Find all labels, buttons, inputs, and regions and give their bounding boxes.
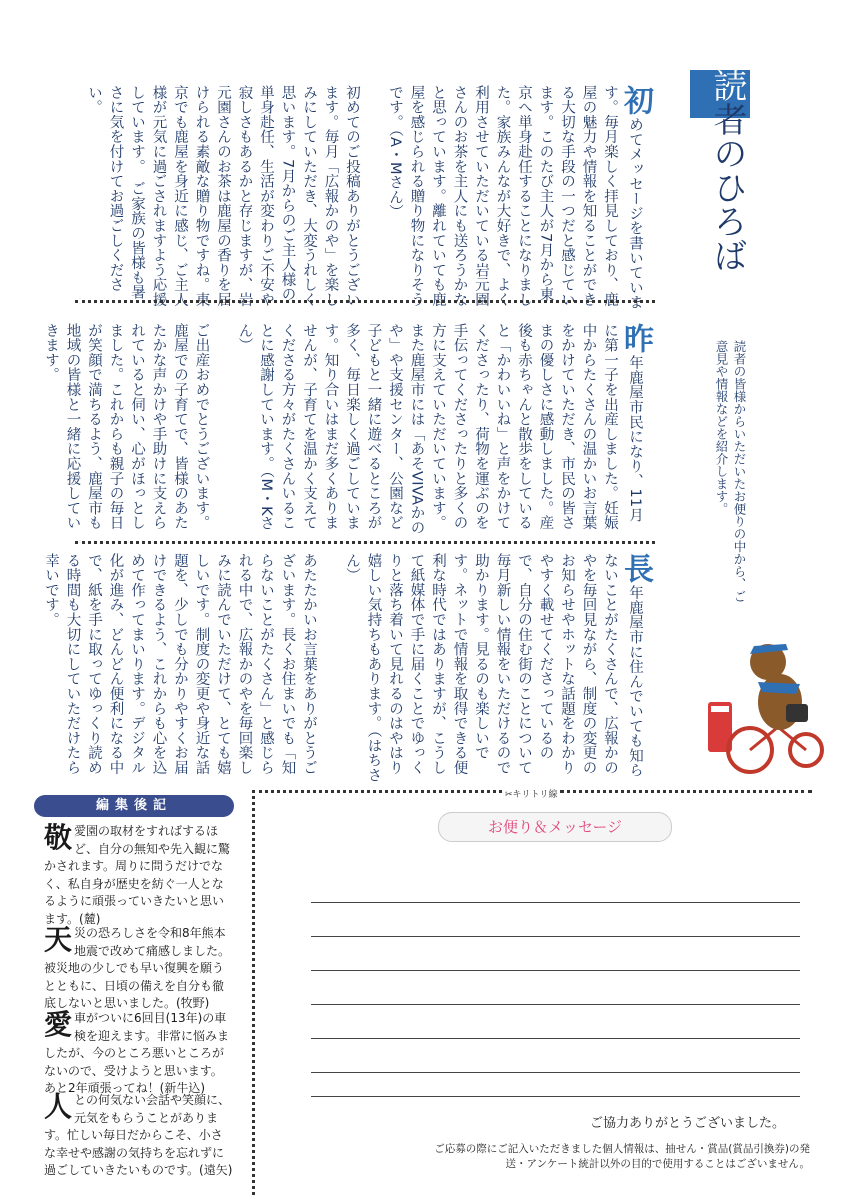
page-title: 読者のひろば: [707, 68, 747, 272]
message-form-title: お便り＆メッセージ: [438, 812, 672, 842]
letter-reply: 初めてのご投稿ありがとうございます。毎月「広報かのや」を楽しみにしていただき、大変うれしく思います。7月からのご主人様の単身赴任、生活が変わりご不安や寂しさもあるかと存じますが、岩元園さんのお茶は鹿屋の香りを届けられる素敵な贈り物ですね。東京でも鹿屋を身近に感じ、ご主人様が元気に過ごされますよう応援しています。 ご家族の皆様も暑さに気を付けてお過ごしください。: [86, 85, 360, 307]
letter-initial: 長: [618, 553, 653, 584]
divider: [75, 541, 655, 544]
letter-reply: あたたかいお言葉をありがとうございます。長くお住まいでも「知らないことがたくさん」と感じられる中で、広報かのやを毎回楽しみに読んでいただけて、とても嬉しいです。制度の変更や身近な話題を、少しでも分かりやすくお届けできるよう、これからも心を込めて作ってまいります。デジタル化が進み、どんどん便利になる中で、紙を手に取ってゆっくり読める時間も大切にしていただけたら幸いです。: [43, 553, 317, 775]
write-line[interactable]: [311, 902, 800, 903]
letter-body: 年鹿屋市に住んでいても知らないことがたくさんで、広報かのやを毎回見ながら、制度の変更のお知らせやホットな話題をわかりやすく載せてくださっているので、自分の住む街のことについて毎月新しい情報をいただけるので助かります。見るのも楽しいです。ネットで情報を取得できる便利な時代ではありますが、こうして紙媒体で手に届くことでゆっくりと落ち着いて見れるのはやはり嬉しい気持ちもあります。（はちさん）: [344, 553, 643, 783]
write-line[interactable]: [311, 1004, 800, 1005]
cut-line: [560, 790, 812, 793]
divider: [75, 300, 655, 303]
page-subtitle: 読者の皆様からいただいたお便りの中から、ご意見や情報などを紹介します。: [714, 340, 747, 603]
cut-line: [252, 790, 502, 793]
letter-reply: ご出産おめでとうございます。鹿屋での子育てで、皆様のあたたかな声かけや手助けに支えられていると伺い、心がほっとしました。これからも親子の毎日が笑顔で満ちるよう、鹿屋市も地域の皆様と一緒に応援していきます。: [43, 323, 210, 531]
write-line[interactable]: [311, 936, 800, 937]
editor-note: 天災の恐ろしさを令和8年熊本地震で改めて痛感しました。被災地の少しでも早い復興を願うとともに、日頃の備えを自分も徹底しないと思いました。(牧野): [44, 923, 231, 1010]
write-line[interactable]: [311, 1072, 800, 1073]
write-line[interactable]: [311, 1096, 800, 1097]
letter-2: [43, 323, 653, 535]
privacy-notice: ご応募の際にご記入いただきました個人情報は、抽せん・賞品(賞品引換券)の発送・アンケート統計以外の目的で使用することはございません。: [434, 1143, 810, 1170]
letter-3: [43, 553, 653, 783]
editor-note: 敬愛園の取材をすればするほど、自分の無知や先入観に驚かされます。周りに問うだけでなく、私自身が歴史を紡ぐ一人となるように頑張っていきたいと思います。(麓): [44, 821, 231, 926]
letter-1: [86, 85, 653, 310]
bear-cyclist-illustration: [708, 632, 828, 782]
cut-line-vertical: [252, 790, 255, 1195]
letter-initial: 昨: [618, 323, 653, 354]
cut-line-label: ✂キリトリ線: [505, 790, 558, 800]
letter-body: 年鹿屋市民になり、11月に第一子を出産しました。妊娠中からたくさんの温かいお言葉をかけていただき、市民の皆さまの優しさに感動しました。産後も赤ちゃんと散歩をしていると「かわいいね」と声をかけてくださったり、荷物を運ぶのを手伝ってくださったりと多くの方に支えていただいています。また鹿屋市には「あそVIVAかのや」や支援センター、公園など子どもと一緒に遊べるところが多く、毎日楽しく過ごしています。知り合いはまだ多くありませんが、子育てを温かく支えてくださる方々がたくさんいることに感謝しています。（M・Kさん）: [236, 323, 643, 535]
editor-note: 人との何気ない会話や笑顔に、元気をもらうことがあります。忙しい毎日だからこそ、小さな幸せや感謝の気持ちを忘れずに過ごしていきたいものです。(遠矢): [44, 1090, 233, 1177]
write-line[interactable]: [311, 970, 800, 971]
letter-body: めてメッセージを書いています。毎月楽しく拝見しており、鹿屋の魅力や情報を知ることができる大切な手段の一つだと感じています。このたび主人が7月から東京へ単身赴任することになりました。家族みんなが大好きで、よく利用させていただいている岩元園さんのお茶を主人にも送ろうかなと思っています。離れていても鹿屋を感じられる贈り物になりそうです。（A・Mさん）: [387, 85, 643, 310]
write-line[interactable]: [311, 1038, 800, 1039]
editor-notes-heading: 編集後記: [34, 795, 234, 817]
thanks-text: ご協力ありがとうございました。: [590, 1116, 786, 1131]
letter-initial: 初: [618, 85, 653, 116]
editor-note: 愛車がついに6回目(13年)の車検を迎えます。非常に悩みましたが、今のところ悪いところがないので、受けようと思います。あと2年頑張ってね！(新牛込): [44, 1008, 230, 1095]
